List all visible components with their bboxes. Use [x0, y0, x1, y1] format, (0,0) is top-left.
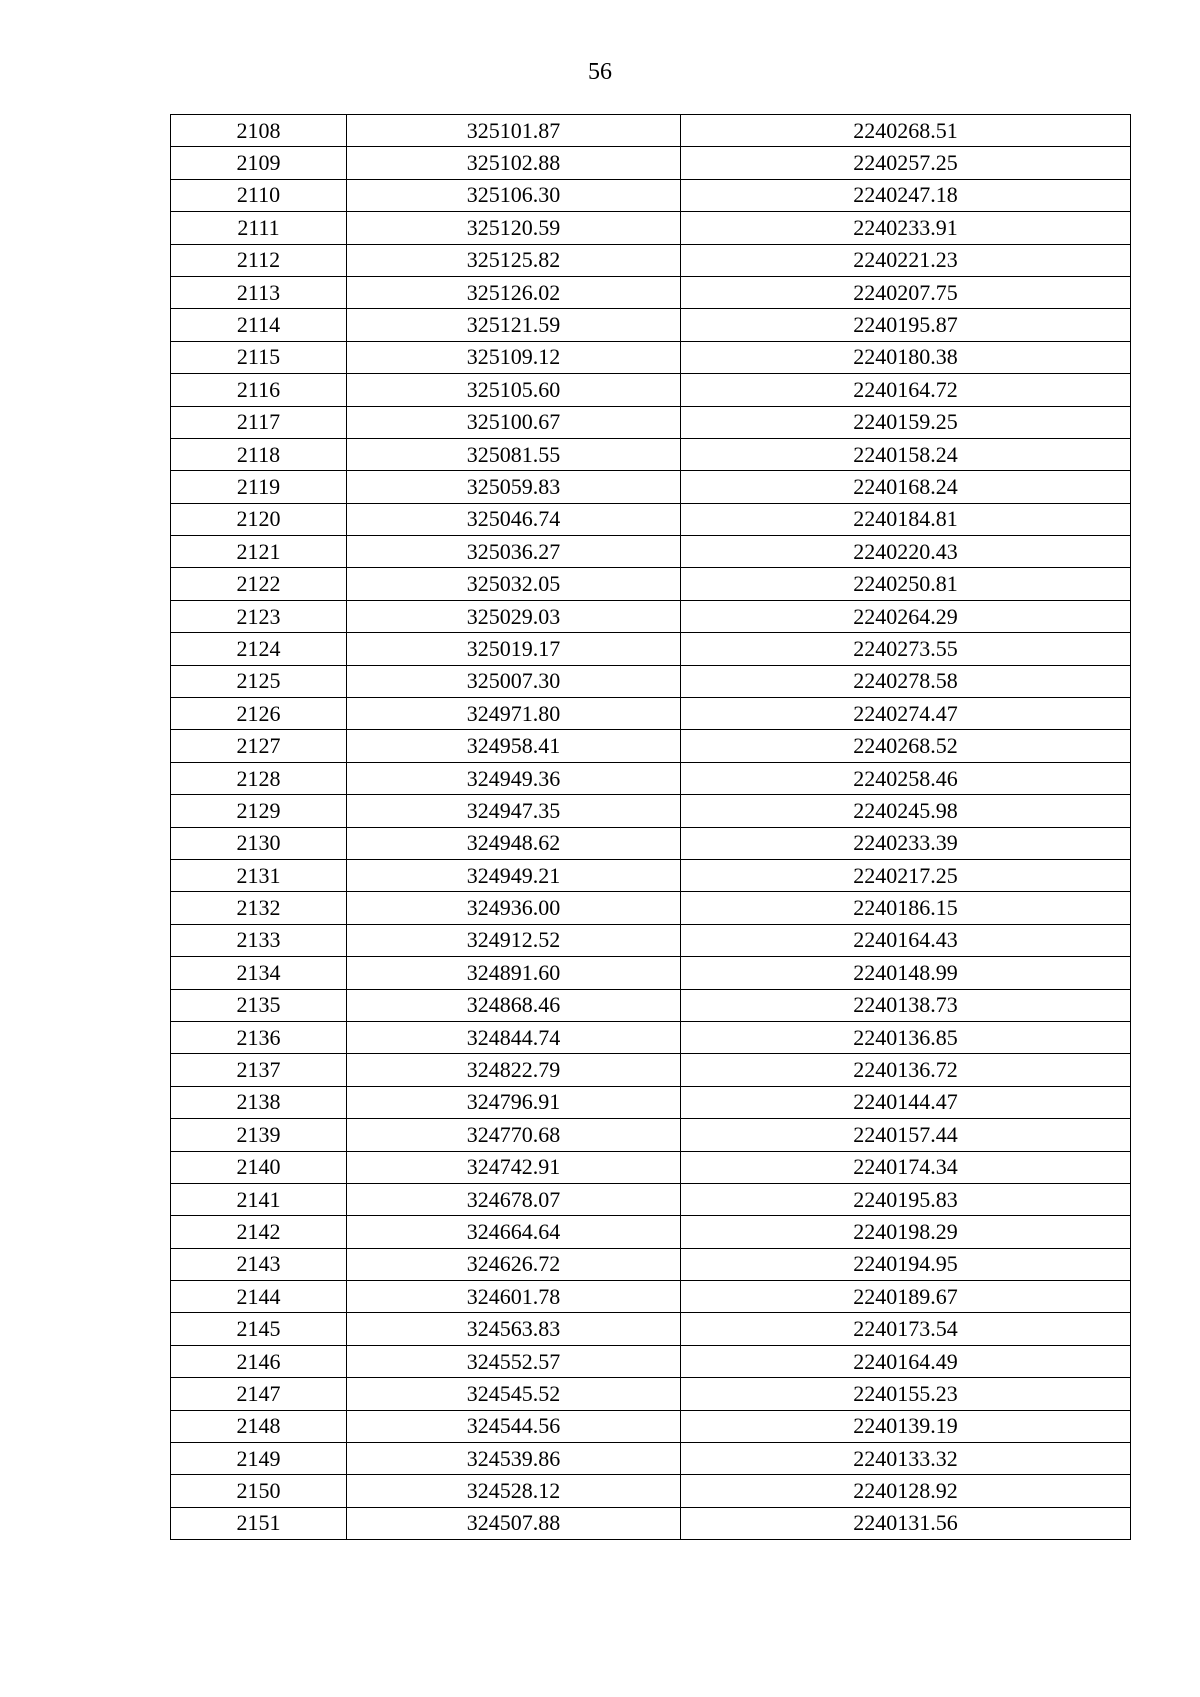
x-coordinate-cell: 325036.27 — [347, 536, 681, 568]
table-row — [171, 1021, 1131, 1053]
x-coordinate-cell: 324936.00 — [347, 892, 681, 924]
y-coordinate-cell: 2240264.29 — [681, 600, 1131, 632]
y-coordinate-cell: 2240233.39 — [681, 827, 1131, 859]
y-coordinate-cell: 2240157.44 — [681, 1119, 1131, 1151]
table-row — [171, 1119, 1131, 1151]
y-coordinate-cell: 2240198.29 — [681, 1216, 1131, 1248]
point-number-cell: 2130 — [171, 827, 347, 859]
x-coordinate-cell: 325125.82 — [347, 244, 681, 276]
point-number-cell: 2151 — [171, 1507, 347, 1539]
point-number-cell: 2126 — [171, 698, 347, 730]
point-number-cell: 2144 — [171, 1281, 347, 1313]
point-number-cell: 2129 — [171, 795, 347, 827]
table-row — [171, 471, 1131, 503]
point-number-cell: 2118 — [171, 438, 347, 470]
table-row — [171, 892, 1131, 924]
point-number-cell: 2127 — [171, 730, 347, 762]
point-number-cell: 2142 — [171, 1216, 347, 1248]
table-row — [171, 633, 1131, 665]
table-row — [171, 1086, 1131, 1118]
y-coordinate-cell: 2240220.43 — [681, 536, 1131, 568]
coordinate-table-body — [171, 115, 1131, 1540]
point-number-cell: 2119 — [171, 471, 347, 503]
x-coordinate-cell: 324507.88 — [347, 1507, 681, 1539]
point-number-cell: 2138 — [171, 1086, 347, 1118]
page-number: 56 — [588, 59, 612, 85]
point-number-cell: 2109 — [171, 147, 347, 179]
x-coordinate-cell: 325019.17 — [347, 633, 681, 665]
y-coordinate-cell: 2240164.43 — [681, 924, 1131, 956]
x-coordinate-cell: 324949.36 — [347, 762, 681, 794]
y-coordinate-cell: 2240131.56 — [681, 1507, 1131, 1539]
table-row — [171, 1475, 1131, 1507]
table-row — [171, 762, 1131, 794]
x-coordinate-cell: 325101.87 — [347, 115, 681, 147]
table-row — [171, 276, 1131, 308]
x-coordinate-cell: 324664.64 — [347, 1216, 681, 1248]
y-coordinate-cell: 2240155.23 — [681, 1378, 1131, 1410]
y-coordinate-cell: 2240180.38 — [681, 341, 1131, 373]
point-number-cell: 2128 — [171, 762, 347, 794]
coordinate-table — [170, 114, 1131, 1540]
x-coordinate-cell: 324912.52 — [347, 924, 681, 956]
x-coordinate-cell: 325109.12 — [347, 341, 681, 373]
table-row — [171, 341, 1131, 373]
y-coordinate-cell: 2240268.52 — [681, 730, 1131, 762]
y-coordinate-cell: 2240273.55 — [681, 633, 1131, 665]
table-row — [171, 1378, 1131, 1410]
point-number-cell: 2115 — [171, 341, 347, 373]
x-coordinate-cell: 325032.05 — [347, 568, 681, 600]
point-number-cell: 2133 — [171, 924, 347, 956]
x-coordinate-cell: 325126.02 — [347, 276, 681, 308]
table-row — [171, 1151, 1131, 1183]
point-number-cell: 2123 — [171, 600, 347, 632]
table-row — [171, 1248, 1131, 1280]
table-row — [171, 244, 1131, 276]
x-coordinate-cell: 324947.35 — [347, 795, 681, 827]
point-number-cell: 2113 — [171, 276, 347, 308]
y-coordinate-cell: 2240158.24 — [681, 438, 1131, 470]
table-row — [171, 1313, 1131, 1345]
point-number-cell: 2114 — [171, 309, 347, 341]
point-number-cell: 2143 — [171, 1248, 347, 1280]
table-row — [171, 374, 1131, 406]
point-number-cell: 2141 — [171, 1183, 347, 1215]
point-number-cell: 2150 — [171, 1475, 347, 1507]
x-coordinate-cell: 324822.79 — [347, 1054, 681, 1086]
y-coordinate-cell: 2240278.58 — [681, 665, 1131, 697]
table-row — [171, 1345, 1131, 1377]
y-coordinate-cell: 2240257.25 — [681, 147, 1131, 179]
table-row — [171, 568, 1131, 600]
x-coordinate-cell: 325081.55 — [347, 438, 681, 470]
y-coordinate-cell: 2240136.85 — [681, 1021, 1131, 1053]
x-coordinate-cell: 324948.62 — [347, 827, 681, 859]
y-coordinate-cell: 2240250.81 — [681, 568, 1131, 600]
table-row — [171, 438, 1131, 470]
table-row — [171, 309, 1131, 341]
point-number-cell: 2148 — [171, 1410, 347, 1442]
x-coordinate-cell: 324958.41 — [347, 730, 681, 762]
x-coordinate-cell: 325102.88 — [347, 147, 681, 179]
x-coordinate-cell: 324742.91 — [347, 1151, 681, 1183]
x-coordinate-cell: 324552.57 — [347, 1345, 681, 1377]
y-coordinate-cell: 2240144.47 — [681, 1086, 1131, 1118]
x-coordinate-cell: 325120.59 — [347, 212, 681, 244]
y-coordinate-cell: 2240233.91 — [681, 212, 1131, 244]
point-number-cell: 2110 — [171, 179, 347, 211]
x-coordinate-cell: 324770.68 — [347, 1119, 681, 1151]
table-row — [171, 1281, 1131, 1313]
point-number-cell: 2120 — [171, 503, 347, 535]
y-coordinate-cell: 2240194.95 — [681, 1248, 1131, 1280]
x-coordinate-cell: 324796.91 — [347, 1086, 681, 1118]
point-number-cell: 2137 — [171, 1054, 347, 1086]
x-coordinate-cell: 324563.83 — [347, 1313, 681, 1345]
table-row — [171, 115, 1131, 147]
table-row — [171, 989, 1131, 1021]
table-row — [171, 859, 1131, 891]
y-coordinate-cell: 2240138.73 — [681, 989, 1131, 1021]
point-number-cell: 2140 — [171, 1151, 347, 1183]
x-coordinate-cell: 324844.74 — [347, 1021, 681, 1053]
point-number-cell: 2145 — [171, 1313, 347, 1345]
y-coordinate-cell: 2240258.46 — [681, 762, 1131, 794]
table-row — [171, 1443, 1131, 1475]
y-coordinate-cell: 2240274.47 — [681, 698, 1131, 730]
x-coordinate-cell: 324949.21 — [347, 859, 681, 891]
point-number-cell: 2112 — [171, 244, 347, 276]
x-coordinate-cell: 324891.60 — [347, 957, 681, 989]
x-coordinate-cell: 324528.12 — [347, 1475, 681, 1507]
table-row — [171, 147, 1131, 179]
point-number-cell: 2147 — [171, 1378, 347, 1410]
y-coordinate-cell: 2240174.34 — [681, 1151, 1131, 1183]
table-row — [171, 536, 1131, 568]
table-row — [171, 503, 1131, 535]
x-coordinate-cell: 324601.78 — [347, 1281, 681, 1313]
point-number-cell: 2111 — [171, 212, 347, 244]
table-row — [171, 1410, 1131, 1442]
y-coordinate-cell: 2240207.75 — [681, 276, 1131, 308]
x-coordinate-cell: 325106.30 — [347, 179, 681, 211]
y-coordinate-cell: 2240195.83 — [681, 1183, 1131, 1215]
y-coordinate-cell: 2240217.25 — [681, 859, 1131, 891]
x-coordinate-cell: 325059.83 — [347, 471, 681, 503]
x-coordinate-cell: 324868.46 — [347, 989, 681, 1021]
y-coordinate-cell: 2240133.32 — [681, 1443, 1131, 1475]
point-number-cell: 2116 — [171, 374, 347, 406]
table-row — [171, 730, 1131, 762]
table-row — [171, 827, 1131, 859]
x-coordinate-cell: 325007.30 — [347, 665, 681, 697]
point-number-cell: 2146 — [171, 1345, 347, 1377]
point-number-cell: 2121 — [171, 536, 347, 568]
x-coordinate-cell: 324678.07 — [347, 1183, 681, 1215]
table-row — [171, 212, 1131, 244]
x-coordinate-cell: 324545.52 — [347, 1378, 681, 1410]
table-row — [171, 795, 1131, 827]
table-row — [171, 600, 1131, 632]
table-row — [171, 698, 1131, 730]
table-row — [171, 1507, 1131, 1539]
point-number-cell: 2131 — [171, 859, 347, 891]
x-coordinate-cell: 324544.56 — [347, 1410, 681, 1442]
y-coordinate-cell: 2240186.15 — [681, 892, 1131, 924]
point-number-cell: 2124 — [171, 633, 347, 665]
x-coordinate-cell: 325046.74 — [347, 503, 681, 535]
y-coordinate-cell: 2240148.99 — [681, 957, 1131, 989]
y-coordinate-cell: 2240184.81 — [681, 503, 1131, 535]
table-row — [171, 1216, 1131, 1248]
point-number-cell: 2149 — [171, 1443, 347, 1475]
x-coordinate-cell: 324626.72 — [347, 1248, 681, 1280]
x-coordinate-cell: 325100.67 — [347, 406, 681, 438]
table-row — [171, 924, 1131, 956]
point-number-cell: 2136 — [171, 1021, 347, 1053]
x-coordinate-cell: 325029.03 — [347, 600, 681, 632]
y-coordinate-cell: 2240159.25 — [681, 406, 1131, 438]
point-number-cell: 2139 — [171, 1119, 347, 1151]
x-coordinate-cell: 324539.86 — [347, 1443, 681, 1475]
x-coordinate-cell: 325105.60 — [347, 374, 681, 406]
table-row — [171, 406, 1131, 438]
y-coordinate-cell: 2240164.72 — [681, 374, 1131, 406]
point-number-cell: 2108 — [171, 115, 347, 147]
point-number-cell: 2125 — [171, 665, 347, 697]
y-coordinate-cell: 2240189.67 — [681, 1281, 1131, 1313]
y-coordinate-cell: 2240247.18 — [681, 179, 1131, 211]
x-coordinate-cell: 324971.80 — [347, 698, 681, 730]
y-coordinate-cell: 2240136.72 — [681, 1054, 1131, 1086]
point-number-cell: 2132 — [171, 892, 347, 924]
y-coordinate-cell: 2240164.49 — [681, 1345, 1131, 1377]
table-row — [171, 1183, 1131, 1215]
y-coordinate-cell: 2240173.54 — [681, 1313, 1131, 1345]
table-row — [171, 179, 1131, 211]
y-coordinate-cell: 2240195.87 — [681, 309, 1131, 341]
point-number-cell: 2135 — [171, 989, 347, 1021]
point-number-cell: 2122 — [171, 568, 347, 600]
x-coordinate-cell: 325121.59 — [347, 309, 681, 341]
table-row — [171, 665, 1131, 697]
y-coordinate-cell: 2240268.51 — [681, 115, 1131, 147]
table-row — [171, 957, 1131, 989]
y-coordinate-cell: 2240245.98 — [681, 795, 1131, 827]
y-coordinate-cell: 2240139.19 — [681, 1410, 1131, 1442]
y-coordinate-cell: 2240128.92 — [681, 1475, 1131, 1507]
table-row — [171, 1054, 1131, 1086]
point-number-cell: 2117 — [171, 406, 347, 438]
y-coordinate-cell: 2240168.24 — [681, 471, 1131, 503]
y-coordinate-cell: 2240221.23 — [681, 244, 1131, 276]
point-number-cell: 2134 — [171, 957, 347, 989]
